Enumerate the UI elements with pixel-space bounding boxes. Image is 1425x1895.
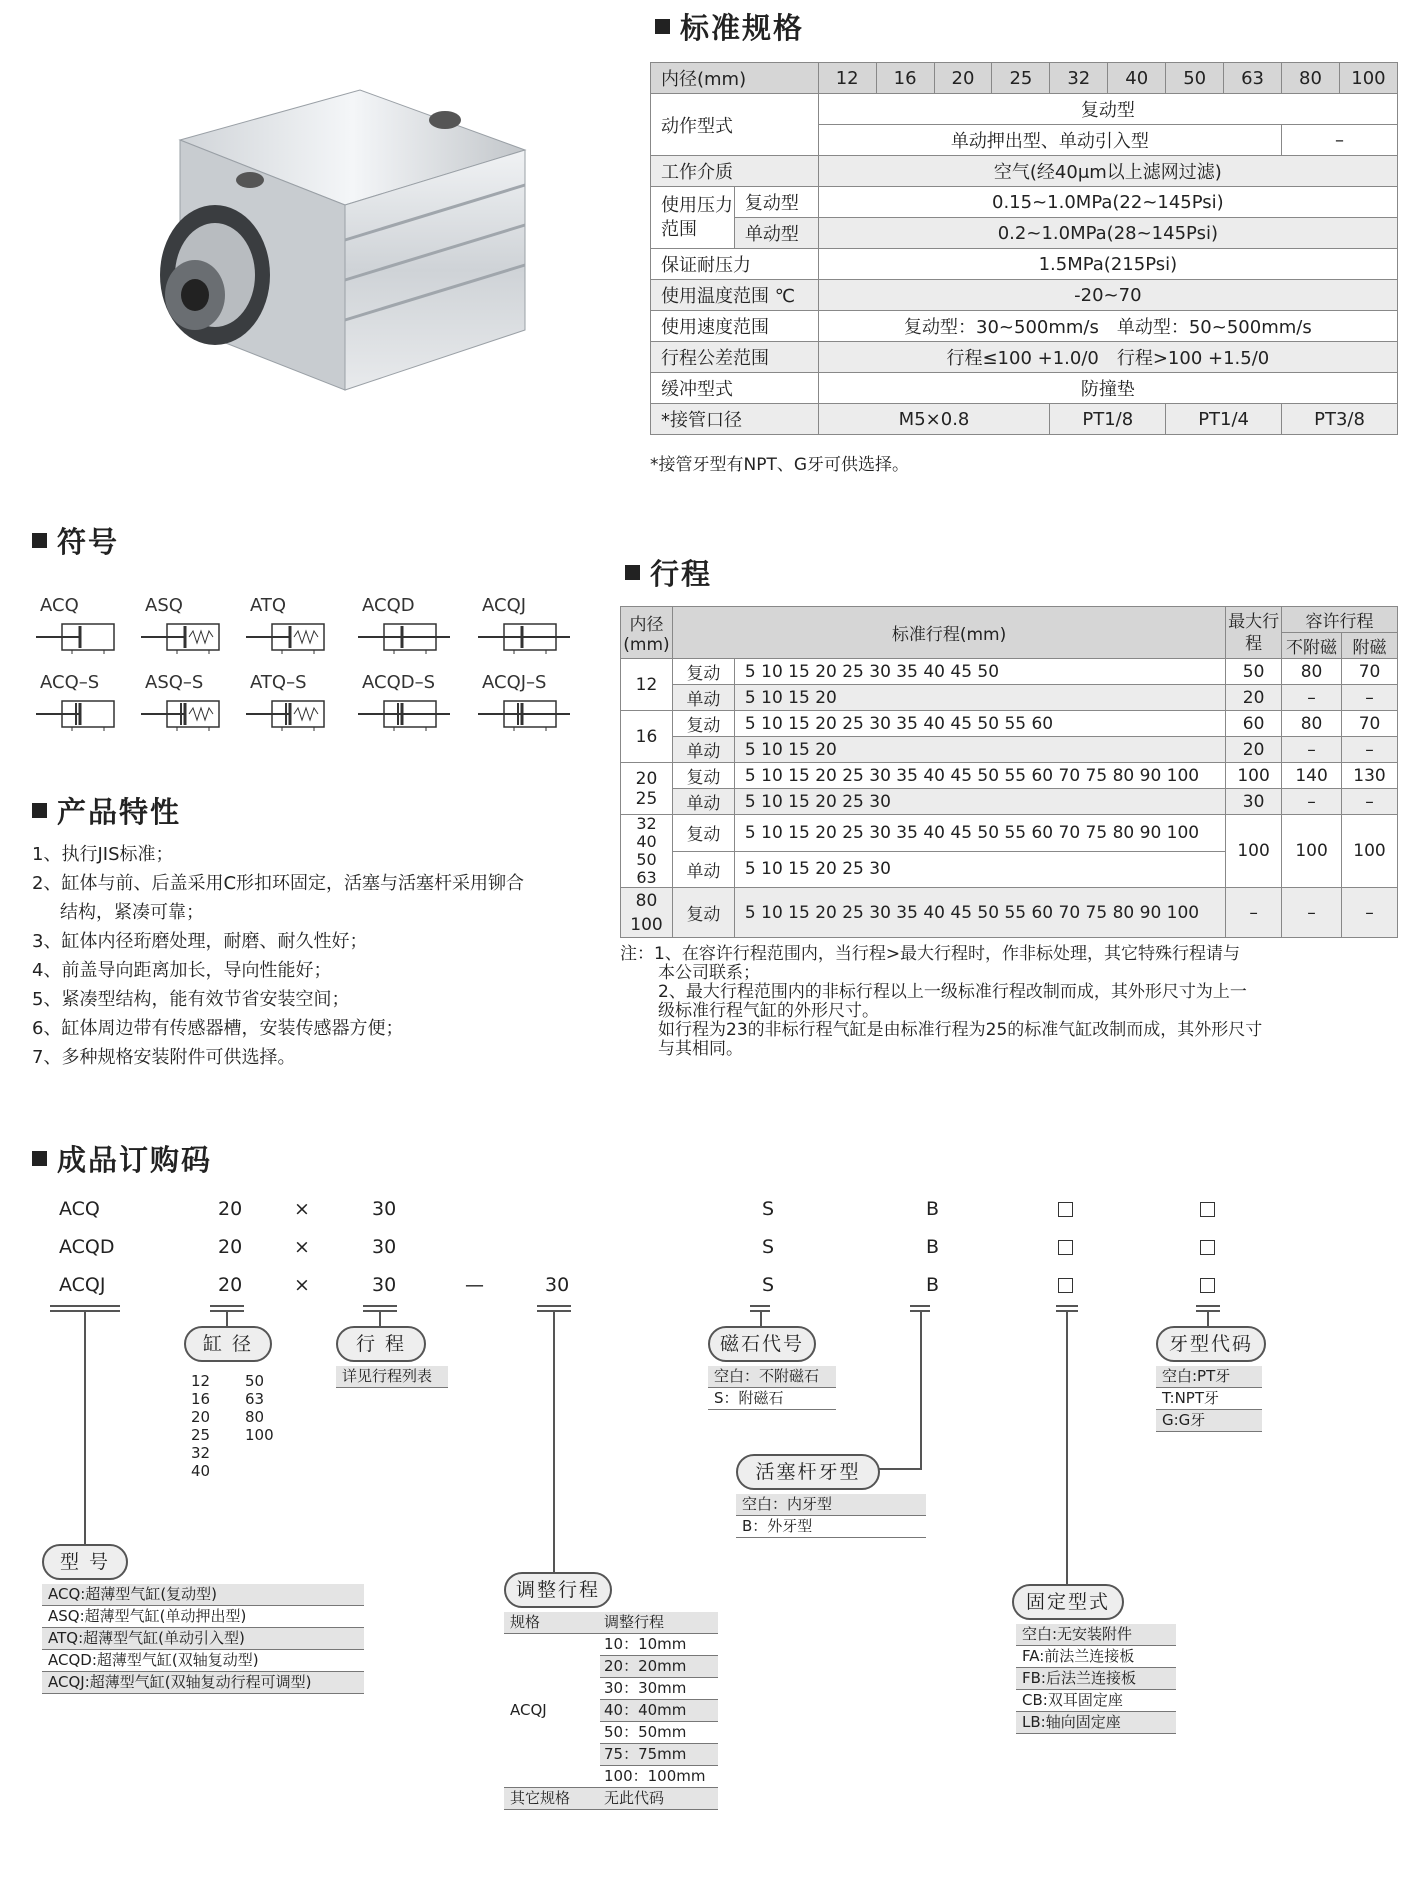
spec-table: 内径(mm) 12 16 20 25 32 40 50 63 80 100 动作型式 复动型 单动押出型、单动引入型 – 工作介质 空气(经40μm以上滤网过滤) 使用压力范围 复动型 0.15~1.0MPa(22~145Psi) 单动型 0.2~1.0MPa(28~145Psi) 保证耐压力 1.5MPa(215Psi) 使用温度范围 ℃ -20~70 使用速度范围 复动型：30~500mm/s 单动型：50~500mm/s 行程公差范围 行程≤100 +1.0/0 行程>100 +1.5/0 缓冲型式 防撞垫 *接管口径 M5×0.8 PT1/8 PT1/4 PT3/8 — [650, 62, 1398, 435]
stroke-note: 详见行程列表 — [336, 1366, 448, 1388]
order-code-part: S — [762, 1198, 775, 1220]
order-adjust-code: 30 — [545, 1274, 570, 1296]
order-model-code: ACQD — [59, 1236, 115, 1258]
adjust-option: 20：20mm — [600, 1656, 718, 1678]
order-code-part: × — [294, 1274, 310, 1296]
symbol-label: ACQJ–S — [482, 672, 547, 693]
stroke-title: 行程 — [625, 552, 712, 593]
feature-item: 结构，紧凑可靠； — [60, 902, 204, 923]
feature-item: 2、缸体与前、后盖采用C形扣环固定，活塞与活塞杆采用铆合 — [32, 873, 525, 894]
bore-option: 63 — [245, 1390, 265, 1408]
symbol-label: ACQ–S — [40, 672, 100, 693]
mount-pill: 固定型式 — [1012, 1584, 1124, 1620]
symbol-acqj-icon — [474, 620, 574, 654]
order-code-part: 30 — [372, 1198, 397, 1220]
feature-item: 1、执行JIS标准； — [32, 844, 174, 865]
symbol-asq-icon — [137, 620, 237, 654]
feature-item: 6、缸体周边带有传感器槽，安装传感器方便； — [32, 1018, 404, 1039]
adjust-option: 50：50mm — [600, 1722, 718, 1744]
features-title: 产品特性 — [32, 790, 181, 831]
adjust-option: 40：40mm — [600, 1700, 718, 1722]
adjust-stroke-table: 规格 调整行程 ACQJ 10：10mm 20：20mm 30：30mm 40：40mm 50：50mm 75：75mm 100：100mm 其它规格 无此代码 — [504, 1612, 718, 1810]
symbol-label: ASQ–S — [145, 672, 204, 693]
rod-thread-pill: 活塞杆牙型 — [736, 1454, 880, 1490]
order-code-part: 30 — [372, 1274, 397, 1296]
bore-option: 50 — [245, 1372, 265, 1390]
magnet-options: 空白：不附磁石 S：附磁石 — [708, 1366, 836, 1410]
order-code-part: × — [294, 1236, 310, 1258]
option-box-icon — [1058, 1240, 1073, 1255]
symbol-title: 符号 — [32, 520, 119, 561]
adjust-option: 10：10mm — [600, 1634, 718, 1656]
bore-pill: 缸 径 — [184, 1326, 272, 1362]
order-code-part: B — [926, 1274, 940, 1296]
model-options: ACQ:超薄型气缸(复动型) ASQ:超薄型气缸(单动押出型) ATQ:超薄型气缸(单动引入型) ACQD:超薄型气缸(双轴复动型) ACQJ:超薄型气缸(双轴复动行程可调型) — [42, 1584, 364, 1694]
feature-item: 4、前盖导向距离加长，导向性能好； — [32, 960, 332, 981]
option-box-icon — [1200, 1240, 1215, 1255]
order-code-part: 20 — [218, 1198, 243, 1220]
symbol-label: ATQ–S — [250, 672, 307, 693]
symbol-label: ASQ — [145, 595, 183, 616]
bore-option: 100 — [245, 1426, 274, 1444]
option-box-icon — [1200, 1278, 1215, 1293]
order-code-part: × — [294, 1198, 310, 1220]
rod-thread-options: 空白：内牙型 B：外牙型 — [736, 1494, 926, 1538]
adjust-stroke-pill: 调整行程 — [504, 1572, 612, 1608]
bore-option: 12 — [191, 1372, 211, 1390]
adjust-option: 100：100mm — [600, 1766, 718, 1788]
symbol-acqd–s-icon — [354, 697, 454, 731]
bore-options — [185, 1372, 305, 1480]
order-code-part: 30 — [372, 1236, 397, 1258]
adjust-option: 30：30mm — [600, 1678, 718, 1700]
order-code-part: 20 — [218, 1236, 243, 1258]
order-code-part: S — [762, 1274, 775, 1296]
stroke-table: 内径(mm) 标准行程(mm) 最大行程 容许行程 不附磁 附磁 12 复动 5 10 15 20 25 30 35 40 45 50 50 80 70 单动 5 10 15 20 20 – – 16 复动 5 10 15 20 25 30 35 40 45 50 55 60 60 80 70 单动 5 10 15 20 20 – – 20 25 复动 5 10 15 20 25 30 35 40 45 50 55 60 70 75 80 90 100 100 140 130 单动 5 10 15 20 25 30 30 – – 32 40 50 63 复动 5 10 15 20 25 30 35 40 45 50 55 60 70 75 80 90 100 100 100 100 单动 5 10 15 20 25 30 80 100 复动 5 10 15 20 25 30 35 40 45 50 55 60 70 75 80 90 100 – – – — [620, 606, 1398, 938]
order-code-part: S — [762, 1236, 775, 1258]
option-box-icon — [1058, 1202, 1073, 1217]
stroke-notes: 注：1、在容许行程范围内，当行程>最大行程时，作非标处理，其它特殊行程请与 本公司联系； 2、最大行程范围内的非标行程以上一级标准行程改制而成，其外形尺寸为上一 级标准行程气缸的外形尺寸。 如行程为23的非标行程气缸是由标准行程为25的标准气缸改制而成，其外形尺寸 与其相同。 — [620, 944, 1263, 1059]
symbol-label: ACQJ — [482, 595, 527, 616]
feature-item: 3、缸体内径珩磨处理，耐磨、耐久性好； — [32, 931, 368, 952]
bore-option: 25 — [191, 1426, 211, 1444]
symbol-atq–s-icon — [242, 697, 342, 731]
feature-item: 7、多种规格安装附件可供选择。 — [32, 1047, 296, 1068]
symbol-asq–s-icon — [137, 697, 237, 731]
bore-option — [245, 1444, 305, 1462]
thread-options: 空白:PT牙 T:NPT牙 G:G牙 — [1156, 1366, 1262, 1432]
spec-note: *接管牙型有NPT、G牙可供选择。 — [650, 455, 910, 475]
feature-item: 5、紧凑型结构，能有效节省安装空间； — [32, 989, 350, 1010]
bore-option: 32 — [191, 1444, 211, 1462]
option-box-icon — [1200, 1202, 1215, 1217]
bore-option: 20 — [191, 1408, 211, 1426]
bore-option — [245, 1462, 305, 1480]
symbol-acqd-icon — [354, 620, 454, 654]
adjust-option: 75：75mm — [600, 1744, 718, 1766]
order-dash: — — [465, 1274, 484, 1296]
order-model-code: ACQJ — [59, 1274, 106, 1296]
bore-option: 16 — [191, 1390, 211, 1408]
cylinder-product-image — [150, 80, 540, 430]
symbol-label: ATQ — [250, 595, 287, 616]
model-pill: 型 号 — [42, 1544, 128, 1580]
magnet-pill: 磁石代号 — [708, 1326, 816, 1362]
symbol-label: ACQD — [362, 595, 415, 616]
spec-title: 标准规格 — [655, 6, 804, 47]
order-code-part: B — [926, 1198, 940, 1220]
symbol-acqj–s-icon — [474, 697, 574, 731]
stroke-pill: 行 程 — [336, 1326, 426, 1362]
order-model-code: ACQ — [59, 1198, 100, 1220]
symbol-label: ACQD–S — [362, 672, 436, 693]
bore-option: 80 — [245, 1408, 265, 1426]
symbol-label: ACQ — [40, 595, 79, 616]
order-title: 成品订购码 — [32, 1138, 212, 1179]
symbol-acq-icon — [32, 620, 132, 654]
symbol-atq-icon — [242, 620, 342, 654]
thread-pill: 牙型代码 — [1156, 1326, 1266, 1362]
order-code-part: 20 — [218, 1274, 243, 1296]
option-box-icon — [1058, 1278, 1073, 1293]
bore-option: 40 — [191, 1462, 211, 1480]
order-code-part: B — [926, 1236, 940, 1258]
symbol-acq–s-icon — [32, 697, 132, 731]
features-list — [32, 840, 592, 1072]
mount-options: 空白:无安装附件 FA:前法兰连接板 FB:后法兰连接板 CB:双耳固定座 LB:轴向固定座 — [1016, 1624, 1176, 1734]
